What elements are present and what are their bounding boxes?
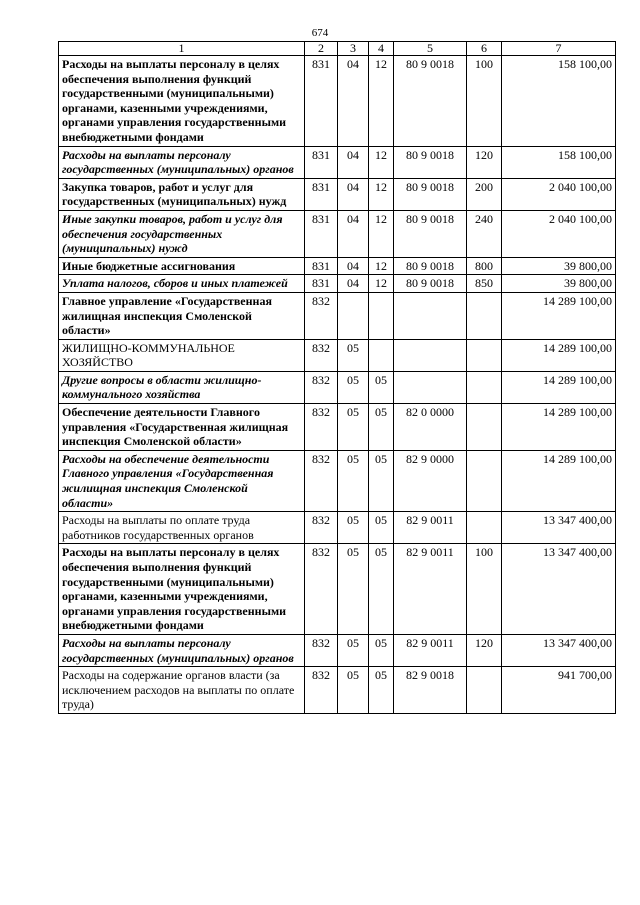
- table-row: [59, 146, 616, 178]
- admin-code-cell: 832: [305, 544, 338, 635]
- section-code-cell: 04: [338, 56, 369, 147]
- expense-type-cell: 800: [467, 257, 502, 275]
- expense-type-cell: 200: [467, 178, 502, 210]
- target-article-cell: 80 9 0018: [394, 257, 467, 275]
- amount-cell: 13 347 400,00: [502, 634, 616, 666]
- target-article-cell: 82 9 0011: [394, 512, 467, 544]
- subsection-code-cell: 12: [369, 275, 394, 293]
- amount-cell: 14 289 100,00: [502, 450, 616, 511]
- expense-name-cell: Расходы на выплаты по оплате труда работников государственных органов: [59, 512, 305, 544]
- amount-cell: 14 289 100,00: [502, 292, 616, 339]
- amount-cell: 2 040 100,00: [502, 210, 616, 257]
- amount-cell: 14 289 100,00: [502, 371, 616, 403]
- subsection-code-cell: 05: [369, 544, 394, 635]
- target-article-cell: 82 9 0018: [394, 667, 467, 714]
- admin-code-cell: 831: [305, 56, 338, 147]
- admin-code-cell: 832: [305, 292, 338, 339]
- amount-cell: 13 347 400,00: [502, 544, 616, 635]
- target-article-cell: 82 9 0011: [394, 634, 467, 666]
- table-row: [59, 339, 616, 371]
- expense-type-cell: 240: [467, 210, 502, 257]
- column-header: 7: [502, 42, 616, 56]
- admin-code-cell: 832: [305, 512, 338, 544]
- expense-type-cell: [467, 371, 502, 403]
- expense-type-cell: [467, 404, 502, 451]
- target-article-cell: 80 9 0018: [394, 56, 467, 147]
- expense-name-cell: Другие вопросы в области жилищно-коммунального хозяйства: [59, 371, 305, 403]
- subsection-code-cell: 05: [369, 634, 394, 666]
- admin-code-cell: 831: [305, 146, 338, 178]
- amount-cell: 2 040 100,00: [502, 178, 616, 210]
- expense-name-cell: Иные бюджетные ассигнования: [59, 257, 305, 275]
- subsection-code-cell: 05: [369, 512, 394, 544]
- amount-cell: 14 289 100,00: [502, 339, 616, 371]
- section-code-cell: [338, 292, 369, 339]
- expense-type-cell: [467, 292, 502, 339]
- table-row: [59, 544, 616, 635]
- target-article-cell: 80 9 0018: [394, 210, 467, 257]
- expense-name-cell: Расходы на выплаты персоналу государственных (муниципальных) органов: [59, 634, 305, 666]
- section-code-cell: 05: [338, 544, 369, 635]
- section-code-cell: 05: [338, 512, 369, 544]
- expense-name-cell: Главное управление «Государственная жилищная инспекция Смоленской области»: [59, 292, 305, 339]
- section-code-cell: 04: [338, 275, 369, 293]
- section-code-cell: 05: [338, 339, 369, 371]
- column-header: 6: [467, 42, 502, 56]
- table-row: [59, 450, 616, 511]
- section-code-cell: 04: [338, 257, 369, 275]
- subsection-code-cell: [369, 292, 394, 339]
- section-code-cell: 04: [338, 178, 369, 210]
- expense-name-cell: ЖИЛИЩНО-КОММУНАЛЬНОЕ ХОЗЯЙСТВО: [59, 339, 305, 371]
- expense-type-cell: 850: [467, 275, 502, 293]
- budget-table: [58, 41, 616, 714]
- expense-type-cell: [467, 512, 502, 544]
- table-header-row: [59, 42, 616, 56]
- subsection-code-cell: 05: [369, 450, 394, 511]
- subsection-code-cell: [369, 339, 394, 371]
- amount-cell: 39 800,00: [502, 257, 616, 275]
- expense-name-cell: Уплата налогов, сборов и иных платежей: [59, 275, 305, 293]
- target-article-cell: 80 9 0018: [394, 178, 467, 210]
- expense-name-cell: Обеспечение деятельности Главного управления «Государственная жилищная инспекция Смоленской области»: [59, 404, 305, 451]
- subsection-code-cell: 12: [369, 210, 394, 257]
- admin-code-cell: 832: [305, 634, 338, 666]
- subsection-code-cell: 05: [369, 371, 394, 403]
- expense-name-cell: Иные закупки товаров, работ и услуг для обеспечения государственных (муниципальных) нужд: [59, 210, 305, 257]
- target-article-cell: 82 9 0000: [394, 450, 467, 511]
- expense-type-cell: 100: [467, 56, 502, 147]
- table-row: [59, 667, 616, 714]
- target-article-cell: 82 0 0000: [394, 404, 467, 451]
- expense-type-cell: 100: [467, 544, 502, 635]
- table-row: [59, 56, 616, 147]
- expense-name-cell: Расходы на обеспечение деятельности Главного управления «Государственная жилищная инспекция Смоленской области»: [59, 450, 305, 511]
- expense-type-cell: [467, 450, 502, 511]
- admin-code-cell: 831: [305, 178, 338, 210]
- amount-cell: 158 100,00: [502, 56, 616, 147]
- target-article-cell: 80 9 0018: [394, 275, 467, 293]
- expense-type-cell: 120: [467, 634, 502, 666]
- table-row: [59, 371, 616, 403]
- amount-cell: 14 289 100,00: [502, 404, 616, 451]
- section-code-cell: 05: [338, 371, 369, 403]
- target-article-cell: [394, 292, 467, 339]
- table-row: [59, 292, 616, 339]
- expense-type-cell: [467, 339, 502, 371]
- subsection-code-cell: 12: [369, 56, 394, 147]
- subsection-code-cell: 05: [369, 404, 394, 451]
- expense-type-cell: [467, 667, 502, 714]
- admin-code-cell: 831: [305, 210, 338, 257]
- subsection-code-cell: 12: [369, 178, 394, 210]
- admin-code-cell: 832: [305, 339, 338, 371]
- admin-code-cell: 832: [305, 404, 338, 451]
- table-row: [59, 275, 616, 293]
- page-number: 674: [311, 27, 329, 39]
- amount-cell: 13 347 400,00: [502, 512, 616, 544]
- amount-cell: 158 100,00: [502, 146, 616, 178]
- subsection-code-cell: 12: [369, 257, 394, 275]
- target-article-cell: 82 9 0011: [394, 544, 467, 635]
- admin-code-cell: 831: [305, 257, 338, 275]
- section-code-cell: 05: [338, 450, 369, 511]
- subsection-code-cell: 05: [369, 667, 394, 714]
- column-header: 1: [59, 42, 305, 56]
- admin-code-cell: 832: [305, 667, 338, 714]
- expense-name-cell: Закупка товаров, работ и услуг для государственных (муниципальных) нужд: [59, 178, 305, 210]
- section-code-cell: 04: [338, 146, 369, 178]
- subsection-code-cell: 12: [369, 146, 394, 178]
- target-article-cell: [394, 339, 467, 371]
- amount-cell: 39 800,00: [502, 275, 616, 293]
- target-article-cell: [394, 371, 467, 403]
- target-article-cell: 80 9 0018: [394, 146, 467, 178]
- section-code-cell: 05: [338, 634, 369, 666]
- column-header: 4: [369, 42, 394, 56]
- column-header: 5: [394, 42, 467, 56]
- admin-code-cell: 831: [305, 275, 338, 293]
- expense-name-cell: Расходы на содержание органов власти (за исключением расходов на выплаты по оплате труда): [59, 667, 305, 714]
- admin-code-cell: 832: [305, 450, 338, 511]
- expense-type-cell: 120: [467, 146, 502, 178]
- section-code-cell: 04: [338, 210, 369, 257]
- amount-cell: 941 700,00: [502, 667, 616, 714]
- column-header: 3: [338, 42, 369, 56]
- table-row: [59, 257, 616, 275]
- table-row: [59, 178, 616, 210]
- expense-name-cell: Расходы на выплаты персоналу в целях обеспечения выполнения функций государственными (муниципальными) органами, казенными учреждениями, органами управления государственными внебюджетными фондами: [59, 544, 305, 635]
- section-code-cell: 05: [338, 667, 369, 714]
- column-header: 2: [305, 42, 338, 56]
- expense-name-cell: Расходы на выплаты персоналу государственных (муниципальных) органов: [59, 146, 305, 178]
- admin-code-cell: 832: [305, 371, 338, 403]
- expense-name-cell: Расходы на выплаты персоналу в целях обеспечения выполнения функций государственными (муниципальными) органами, казенными учреждениями, органами управления государственными внебюджетными фондами: [59, 56, 305, 147]
- table-row: [59, 634, 616, 666]
- table-row: [59, 210, 616, 257]
- table-row: [59, 404, 616, 451]
- section-code-cell: 05: [338, 404, 369, 451]
- table-row: [59, 512, 616, 544]
